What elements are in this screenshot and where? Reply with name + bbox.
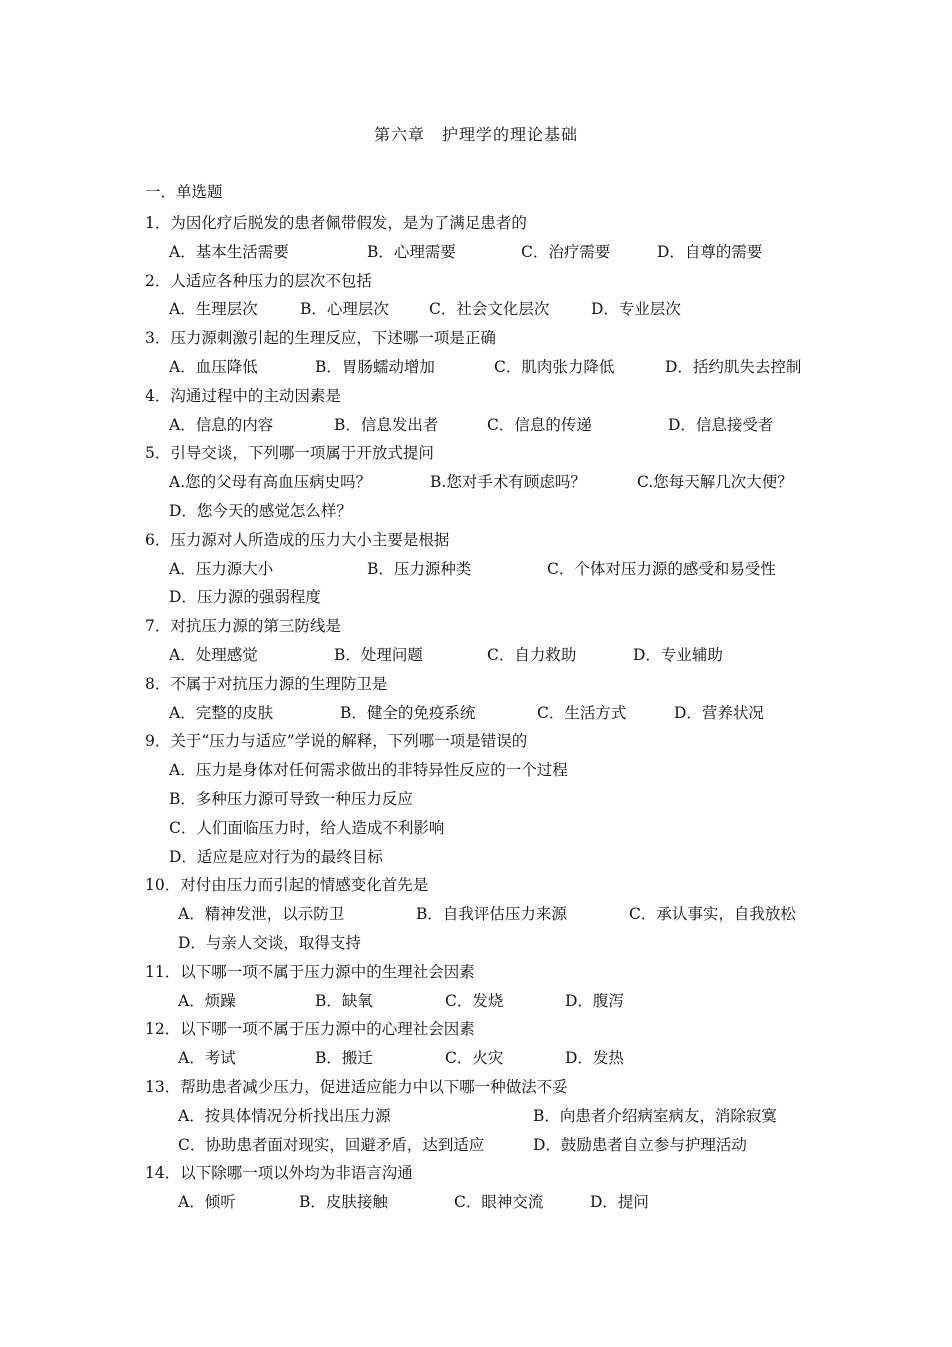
question-stem: 11．以下哪一项不属于压力源中的生理社会因素: [145, 962, 475, 981]
option-c: C.您每天解几次大便？: [637, 473, 793, 492]
option-d: D．括约肌失去控制: [665, 357, 802, 376]
question-stem: 7．对抗压力源的第三防线是: [145, 617, 341, 636]
option-c: C．个体对压力源的感受和易受性: [547, 559, 776, 578]
option-d: D．发热: [565, 1049, 624, 1068]
option-d: D．适应是应对行为的最终目标: [169, 847, 383, 866]
option-a: A．压力是身体对任何需求做出的非特异性反应的一个过程: [169, 761, 568, 780]
option-b: B．健全的免疫系统: [340, 703, 476, 722]
option-d: D．自尊的需要: [657, 242, 763, 261]
option-row: [145, 1102, 845, 1131]
option-row: [145, 1131, 845, 1160]
option-row: [145, 699, 845, 728]
option-c: C．生活方式: [537, 703, 627, 722]
option-a: A．生理层次: [169, 300, 258, 319]
option-a: A．基本生活需要: [169, 242, 289, 261]
option-a: A．考试: [178, 1049, 236, 1068]
question-stem: 8．不属于对抗压力源的生理防卫是: [145, 674, 388, 693]
option-a: A．处理感觉: [169, 645, 258, 664]
option-d: D．提问: [590, 1193, 649, 1212]
option-row: [145, 843, 845, 872]
option-row: [145, 353, 845, 382]
option-row: [145, 756, 845, 785]
option-d: D．与亲人交谈，取得支持: [178, 933, 361, 952]
option-row: [145, 900, 845, 929]
option-d: D．鼓励患者自立参与护理活动: [533, 1135, 747, 1154]
chapter-title: 第六章 护理学的理论基础: [373, 125, 578, 144]
option-row: [145, 641, 845, 670]
option-b: B．处理问题: [334, 645, 423, 664]
option-row: [145, 497, 845, 526]
option-d: D．营养状况: [674, 703, 764, 722]
option-a: A．血压降低: [169, 357, 258, 376]
option-a: A.您的父母有高血压病史吗？: [169, 473, 372, 492]
question-stem: 9．关于“压力与适应”学说的解释，下列哪一项是错误的: [145, 732, 528, 751]
option-row: [145, 555, 845, 584]
option-row: [145, 583, 845, 612]
option-c: C．人们面临压力时，给人造成不利影响: [169, 818, 445, 837]
option-row: [145, 1044, 845, 1073]
option-c: C．治疗需要: [521, 242, 611, 261]
question-stem: 13．帮助患者减少压力，促进适应能力中以下哪一种做法不妥: [145, 1077, 568, 1096]
option-row: [145, 929, 845, 958]
option-a: A．信息的内容: [169, 415, 274, 434]
option-b: B．皮肤接触: [299, 1193, 388, 1212]
section-heading: 一．单选题: [145, 183, 223, 201]
option-c: C．社会文化层次: [429, 300, 550, 319]
question-stem: 6．压力源对人所造成的压力大小主要是根据: [145, 530, 450, 549]
option-row: [145, 295, 845, 324]
option-a: A．压力源大小: [169, 559, 274, 578]
option-a: A．按具体情况分析找出压力源: [178, 1106, 391, 1125]
option-b: B．心理需要: [367, 242, 456, 261]
option-b: B．向患者介绍病室病友，消除寂寞: [533, 1106, 777, 1125]
option-b: B．多种压力源可导致一种压力反应: [169, 789, 413, 808]
option-a: A．烦躁: [178, 991, 236, 1010]
question-stem: 14．以下除哪一项以外均为非语言沟通: [145, 1164, 413, 1183]
option-b: B．压力源种类: [367, 559, 472, 578]
option-d: D．腹泻: [565, 991, 624, 1010]
option-row: [145, 411, 845, 440]
question-stem: 5．引导交谈，下列哪一项属于开放式提问: [145, 444, 434, 463]
option-d: D．您今天的感觉怎么样？: [169, 501, 352, 520]
option-row: [145, 238, 845, 267]
option-row: [145, 468, 845, 497]
question-stem: 1．为因化疗后脱发的患者佩带假发，是为了满足患者的: [145, 214, 527, 232]
option-d: D．专业层次: [591, 300, 681, 319]
option-c: C．信息的传递: [487, 415, 592, 434]
question-stem: 2．人适应各种压力的层次不包括: [145, 271, 372, 290]
question-list: [145, 209, 845, 1217]
option-d: D．压力源的强弱程度: [169, 588, 321, 607]
option-row: [145, 785, 845, 814]
option-c: C．发烧: [445, 991, 504, 1010]
option-b: B.您对手术有顾虑吗？: [430, 473, 586, 492]
option-c: C．承认事实，自我放松: [629, 905, 796, 924]
option-row: [145, 814, 845, 843]
question-stem: 10．对付由压力而引起的情感变化首先是: [145, 876, 429, 895]
option-b: B．信息发出者: [334, 415, 439, 434]
option-row: [145, 987, 845, 1016]
question-stem: 12．以下哪一项不属于压力源中的心理社会因素: [145, 1020, 475, 1039]
question-stem: 3．压力源刺激引起的生理反应，下述哪一项是正确: [145, 329, 496, 348]
option-b: B．心理层次: [300, 300, 389, 319]
option-c: C．肌肉张力降低: [494, 357, 615, 376]
option-c: C．协助患者面对现实，回避矛盾，达到适应: [178, 1135, 485, 1154]
option-b: B．搬迁: [315, 1049, 373, 1068]
option-c: C．自力救助: [487, 645, 577, 664]
option-a: A．精神发泄，以示防卫: [178, 905, 345, 924]
option-row: [145, 1188, 845, 1217]
option-b: B．自我评估压力来源: [416, 905, 567, 924]
option-a: A．完整的皮肤: [169, 703, 274, 722]
option-d: D．专业辅助: [633, 645, 723, 664]
option-c: C．眼神交流: [454, 1193, 544, 1212]
option-c: C．火灾: [445, 1049, 504, 1068]
option-a: A．倾听: [178, 1193, 236, 1212]
option-d: D．信息接受者: [668, 415, 774, 434]
question-stem: 4．沟通过程中的主动因素是: [145, 386, 341, 405]
option-b: B．胃肠蠕动增加: [315, 357, 435, 376]
option-b: B．缺氧: [315, 991, 373, 1010]
